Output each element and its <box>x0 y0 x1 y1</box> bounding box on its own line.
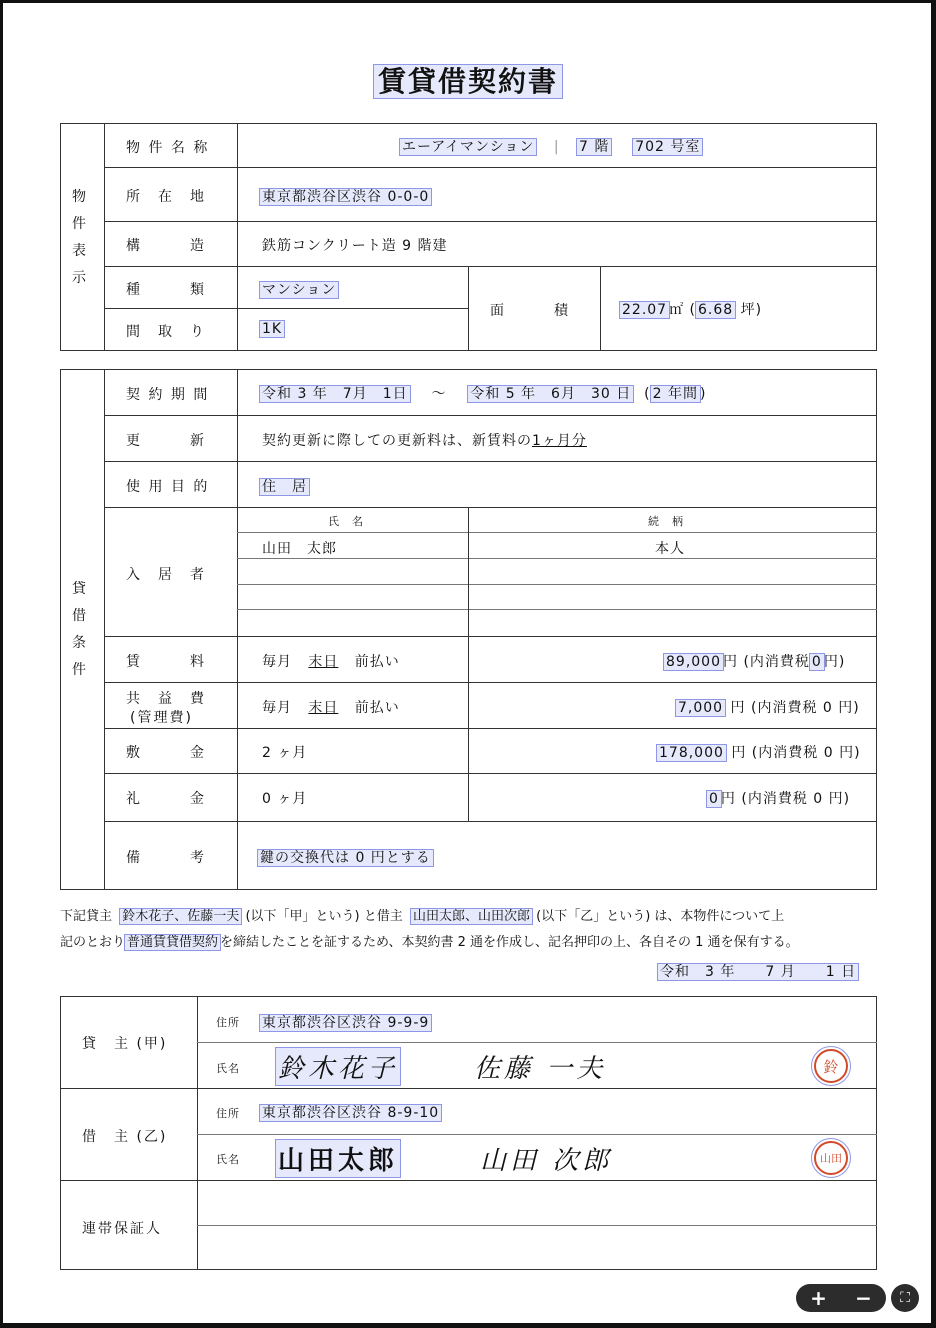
title-text: 賃貸借契約書 <box>374 65 562 98</box>
zoom-in-button[interactable]: + <box>810 1286 827 1310</box>
lessor-label: 貸 主 (甲) <box>82 1036 168 1052</box>
key-money-label: 礼 金 <box>126 791 206 807</box>
period-end: 令和 5 年 6月 30 日 <box>470 386 632 402</box>
contract-date: 令和 3 年 7 月 1 日 <box>660 964 857 980</box>
deposit-months: 2 ヶ月 <box>262 745 308 761</box>
structure-value: 鉄筋コンクリート造 9 階建 <box>262 238 448 254</box>
period-value: 令和 3 年 7月 1日 ～ 令和 5 年 6月 30 日 ( 2 年間 ) <box>262 386 707 402</box>
period-start: 令和 3 年 7月 1日 <box>262 386 408 402</box>
location-label: 所 在 地 <box>126 189 206 205</box>
terms-section-label: 貸 借 条 件 <box>72 581 86 678</box>
common-fee-label: 共 益 費 <box>126 691 206 707</box>
lessor-signature-1: 鈴木花子 <box>276 1048 400 1085</box>
lessor-signature-2: 佐藤 一夫 <box>474 1054 607 1084</box>
lessee-signature-1: 山田太郎 <box>276 1140 400 1177</box>
period-years: 2 年間 <box>652 386 698 402</box>
lessee-seal: 山田 <box>814 1141 848 1175</box>
lessor-address: 東京都渋谷区渋谷 9-9-9 <box>262 1015 430 1031</box>
type-value: マンション <box>262 282 337 298</box>
rent-terms: 毎月 末日 前払い <box>262 654 400 670</box>
notes-value: 鍵の交換代は 0 円とする <box>260 850 431 866</box>
statement-text: 下記貸主 鈴木花子、佐藤一夫 (以下「甲」という) と借主 山田太郎、山田次郎 (以下「乙」という) は、本物件について上 記のとおり 普通賃貸借契約 を締結したことを証するため、本契約書 2 通を作成し、記名押印の上、各自その 1 通を保有する。 <box>60 909 799 950</box>
zoom-out-button[interactable]: − <box>855 1286 872 1310</box>
deposit-label: 敷 金 <box>126 745 206 761</box>
lessee-address-label: 住所 <box>216 1107 240 1120</box>
structure-label: 構 造 <box>126 238 206 254</box>
lessee-signature-2: 山田 次郎 <box>480 1146 613 1176</box>
resident-name: 山田 太郎 <box>262 541 337 557</box>
resident-relation-header: 続 柄 <box>648 515 684 528</box>
lessor-seal: 鈴 <box>814 1049 848 1083</box>
rent-amount: 89,000 円 (内消費税 0 円) <box>666 654 846 670</box>
area-value: 22.07 ㎡ ( 6.68 坪) <box>622 302 763 318</box>
property-name-value: エーアイマンション | 7 階 702 号室 <box>402 139 701 155</box>
location-value: 東京都渋谷区渋谷 0-0-0 <box>262 189 430 205</box>
area-label: 面 積 <box>490 303 570 319</box>
layout-value: 1K <box>262 321 283 337</box>
type-label: 種 類 <box>126 282 206 298</box>
document-title <box>0 60 936 100</box>
resident-label: 入 居 者 <box>126 567 206 583</box>
layout-label: 間 取 り <box>126 324 206 340</box>
property-floor: 7 階 <box>579 139 610 155</box>
common-fee-sublabel: (管理費) <box>130 710 193 726</box>
common-fee-amount: 7,000 円 (内消費税 0 円) <box>678 700 860 716</box>
lessee-address: 東京都渋谷区渋谷 8-9-10 <box>262 1105 440 1121</box>
lessor-address-label: 住所 <box>216 1016 240 1029</box>
property-name-label: 物 件 名 称 <box>126 140 210 156</box>
property-room: 702 号室 <box>635 139 701 155</box>
renewal-label: 更 新 <box>126 433 206 449</box>
notes-label: 備 考 <box>126 850 206 866</box>
purpose-label: 使 用 目 的 <box>126 479 210 495</box>
resident-name-header: 氏 名 <box>328 515 364 528</box>
parties-table <box>60 996 877 1270</box>
zoom-controls <box>796 1284 886 1312</box>
period-label: 契 約 期 間 <box>126 387 210 403</box>
lessee-name-label: 氏名 <box>216 1153 240 1166</box>
key-money-months: 0 ヶ月 <box>262 791 308 807</box>
lessee-label: 借 主 (乙) <box>82 1129 168 1145</box>
resident-relation: 本人 <box>655 541 685 557</box>
purpose-value: 住 居 <box>262 479 307 495</box>
key-money-amount: 0 円 (内消費税 0 円) <box>709 791 851 807</box>
lessor-names: 鈴木花子、佐藤一夫 <box>122 909 240 924</box>
lessor-name-label: 氏名 <box>216 1062 240 1075</box>
lessee-names: 山田太郎、山田次郎 <box>412 909 530 924</box>
renewal-value: 契約更新に際しての更新料は、新賃料の1ヶ月分 <box>262 433 587 449</box>
rent-label: 賃 料 <box>126 654 206 670</box>
contract-type: 普通賃貸借契約 <box>127 935 219 950</box>
common-fee-terms: 毎月 末日 前払い <box>262 700 400 716</box>
deposit-amount: 178,000 円 (内消費税 0 円) <box>659 745 861 761</box>
fit-screen-button[interactable]: ⛶ <box>891 1284 919 1312</box>
guarantor-label: 連帯保証人 <box>82 1221 162 1237</box>
property-section-label: 物 件 表 示 <box>72 189 86 286</box>
